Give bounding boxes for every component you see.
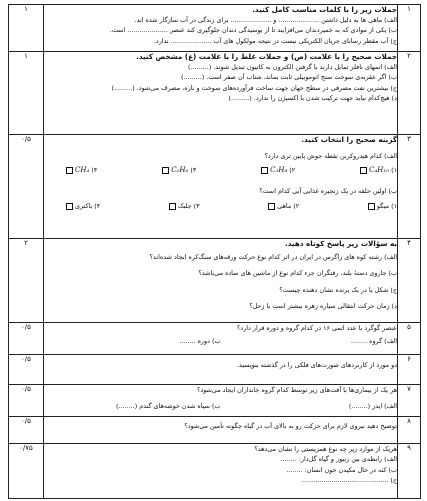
question-row-3 — [9, 135, 421, 239]
option[interactable]: ۱ ) C₄H₁₀ — [358, 165, 397, 176]
question-line: الف) کدام هیدروکربن نقطه جوش پایین تری دارد؟ — [264, 152, 397, 160]
question-score: ۰/۵ — [9, 135, 44, 239]
question-row-5 — [9, 323, 421, 355]
question-number: ۹ — [398, 444, 421, 499]
option-number: ۱ — [393, 201, 397, 210]
question-score: ۰/۷۵ — [9, 444, 44, 499]
question-score: ۰/۵ — [9, 323, 44, 355]
checkbox[interactable] — [66, 167, 73, 174]
answer-field-left[interactable]: ب) سیاه شدن خوشه‌های گندم (........) — [115, 402, 221, 411]
option-formula: CH₄ — [75, 166, 90, 175]
question-line: ج) بیشترین نفت مصرفی در سطح جهان جهت ساخت فرآورده‌های سوخت و نازه، مصرف می‌شود. (.........) — [111, 83, 397, 92]
question-body — [44, 417, 398, 444]
question-line: الف) رابطه‌ی بین زنبور و گیاه گل‌دار: ........ — [280, 455, 397, 464]
exam-table — [8, 4, 421, 499]
question-row-6 — [9, 355, 421, 385]
question-score: ۱ — [9, 52, 44, 135]
question-title: به سؤالات زیر پاسخ کوتاه دهید. — [285, 239, 397, 248]
option-text: میگو — [376, 201, 390, 210]
question-body — [44, 323, 398, 355]
question-line: ج) شکل یا در یک پرتده نشان دهنده چیست؟ — [279, 285, 397, 294]
option[interactable]: ۲ ) C₃H₈ — [259, 165, 295, 176]
option-formula: C₃H₈ — [270, 166, 288, 175]
checkbox[interactable] — [66, 203, 73, 210]
option-number: ۳ — [196, 201, 200, 210]
question-line: ب) اگر عقربه‌ی سوخت سنج اتوموبیلی ثابت بماند، شتاب آن صفر است. (.........) — [180, 73, 397, 82]
question-body — [44, 444, 398, 499]
question-body — [44, 135, 398, 239]
option[interactable]: ۱ ) میگو — [366, 201, 397, 212]
question-title: جملات زیر را با کلمات مناسب کامل کنید. — [252, 5, 397, 14]
option[interactable]: ۳ ) C₂H₆ — [160, 165, 196, 176]
question-row-9 — [9, 444, 421, 499]
question-title: گزینه صحیح را انتخاب کنید. — [301, 135, 397, 144]
answer-fields — [44, 336, 397, 347]
question-text: عنصر گوگرد با عدد اتمی ۱۶ در کدام گروه و دوره قرار دارد؟ — [236, 324, 397, 332]
checkbox[interactable] — [169, 203, 176, 210]
answer-field-right[interactable]: الف) گروه ........ — [350, 337, 397, 346]
answer-field-left[interactable]: ب) دوره ........ — [179, 337, 221, 346]
question-row-8 — [9, 417, 421, 444]
question-row-2 — [9, 52, 421, 135]
options-row — [44, 165, 397, 176]
option[interactable]: ۴ ) باکتری — [64, 201, 100, 212]
question-score: ۱ — [9, 5, 44, 52]
checkbox[interactable] — [162, 167, 169, 174]
question-line: ب) اولین حلقه در یک زنجیره غذایی آبی کدام است؟ — [259, 187, 397, 196]
question-score: ۲ — [9, 239, 44, 323]
checkbox[interactable] — [261, 167, 268, 174]
question-body — [44, 5, 398, 52]
question-number: ۴ — [398, 239, 421, 323]
question-number: ۳ — [398, 135, 421, 239]
question-number: ۲ — [398, 52, 421, 135]
question-body — [44, 239, 398, 323]
question-number: ۸ — [398, 417, 421, 444]
option[interactable]: ۴ ) CH₄ — [64, 165, 97, 176]
question-row-1 — [9, 5, 421, 52]
option-number: ۲ — [291, 166, 296, 175]
option-number: ۴ — [96, 201, 101, 210]
option-number: ۴ — [93, 166, 98, 175]
question-text: توضیح دهید نیروی لازم برای حرکت رو به بالای آب در گیاه چگونه تأمین می‌شود؟ — [184, 422, 397, 430]
checkbox[interactable] — [360, 167, 367, 174]
question-text: هریک از موارد زیر چه نوع همزیستی را نشان می‌دهد؟ — [254, 445, 397, 453]
question-text: هر یک از بیماری‌ها با آفت‌های زیر توسط کدام گروه جانداران ایجاد می‌شود؟ — [196, 386, 397, 394]
question-line: ج) ........................................... — [300, 475, 397, 484]
question-body — [44, 385, 398, 417]
question-line: ب) جاروی دستهٔ بلند، رفتگران جزء کدام نوع از ماشین های ساده می‌باشد؟ — [198, 269, 397, 278]
question-body — [44, 52, 398, 135]
question-number: ۷ — [398, 385, 421, 417]
question-line: ب) یکی از موادی که به خمیردندان می‌افزایند تا از پوسیدگی دندان جلوگیری کند عنصر .................... است. — [109, 26, 397, 35]
option-text: ماهی — [277, 201, 292, 210]
option-text: جلبک — [177, 201, 192, 210]
option[interactable]: ۲ ) ماهی — [266, 201, 299, 212]
option-number: ۱ — [393, 166, 397, 175]
question-line: د) هیچ‌کدام نباید جهت ترکیب شدن با اکسیژن را ندارد. (.........) — [228, 93, 397, 102]
question-line: ب) کنه در حال مکیدن خون انسان: ........ — [286, 465, 397, 474]
option-text: باکتری — [75, 201, 93, 210]
option[interactable]: ۳ ) جلبک — [167, 201, 200, 212]
question-score: ۰/۵ — [9, 417, 44, 444]
question-row-7 — [9, 385, 421, 417]
options-row — [44, 201, 397, 212]
checkbox[interactable] — [268, 203, 275, 210]
question-title: جملات صحیح را با علامت (ص) و جملات غلط را با علامت (غ) مشخص کنید. — [136, 52, 397, 61]
question-row-4 — [9, 239, 421, 323]
question-line: الف) ماهی ها به دلیل داشتن .................... و .................... برای زندگی در آب سازگار شده اند. — [134, 16, 397, 24]
question-line: ج) آب مقطر رسانای جریان الکتریکی نیست در نتیجه مولکول های آب .................... ندارد. — [153, 36, 397, 45]
question-number: ۶ — [398, 355, 421, 385]
question-score: ۰/۵ — [9, 355, 44, 385]
answer-field-right[interactable]: الف) ایدز (........) — [348, 402, 397, 411]
option-number: ۲ — [295, 201, 300, 210]
question-number: ۱ — [398, 5, 421, 52]
checkbox[interactable] — [368, 203, 375, 210]
question-score: ۰/۵ — [9, 385, 44, 417]
option-formula: C₂H₆ — [171, 166, 189, 175]
question-number: ۵ — [398, 323, 421, 355]
option-number: ۳ — [192, 166, 197, 175]
question-line: الف) اتمهای نافلز تمایل دارند با گرفتن الکترون به کاتیون تبدیل شوند. (.........) — [188, 63, 397, 71]
option-formula: C₄H₁₀ — [369, 166, 390, 175]
answer-fields — [44, 401, 397, 412]
question-text: دو مورد از کاربردهای صورت‌های فلکی را در گذشته بنویسید. — [236, 361, 397, 369]
question-line: الف) رشته کوه های زاگرس در ایران در اثر کدام نوع حرکت ورقه‌های سنگ‌کره ایجاد شده‌اند؟ — [149, 253, 397, 261]
question-body — [44, 355, 398, 385]
question-line: د) زمان حرکت انتقالی سیاره زهره بیشتر است یا زحل؟ — [249, 301, 397, 310]
